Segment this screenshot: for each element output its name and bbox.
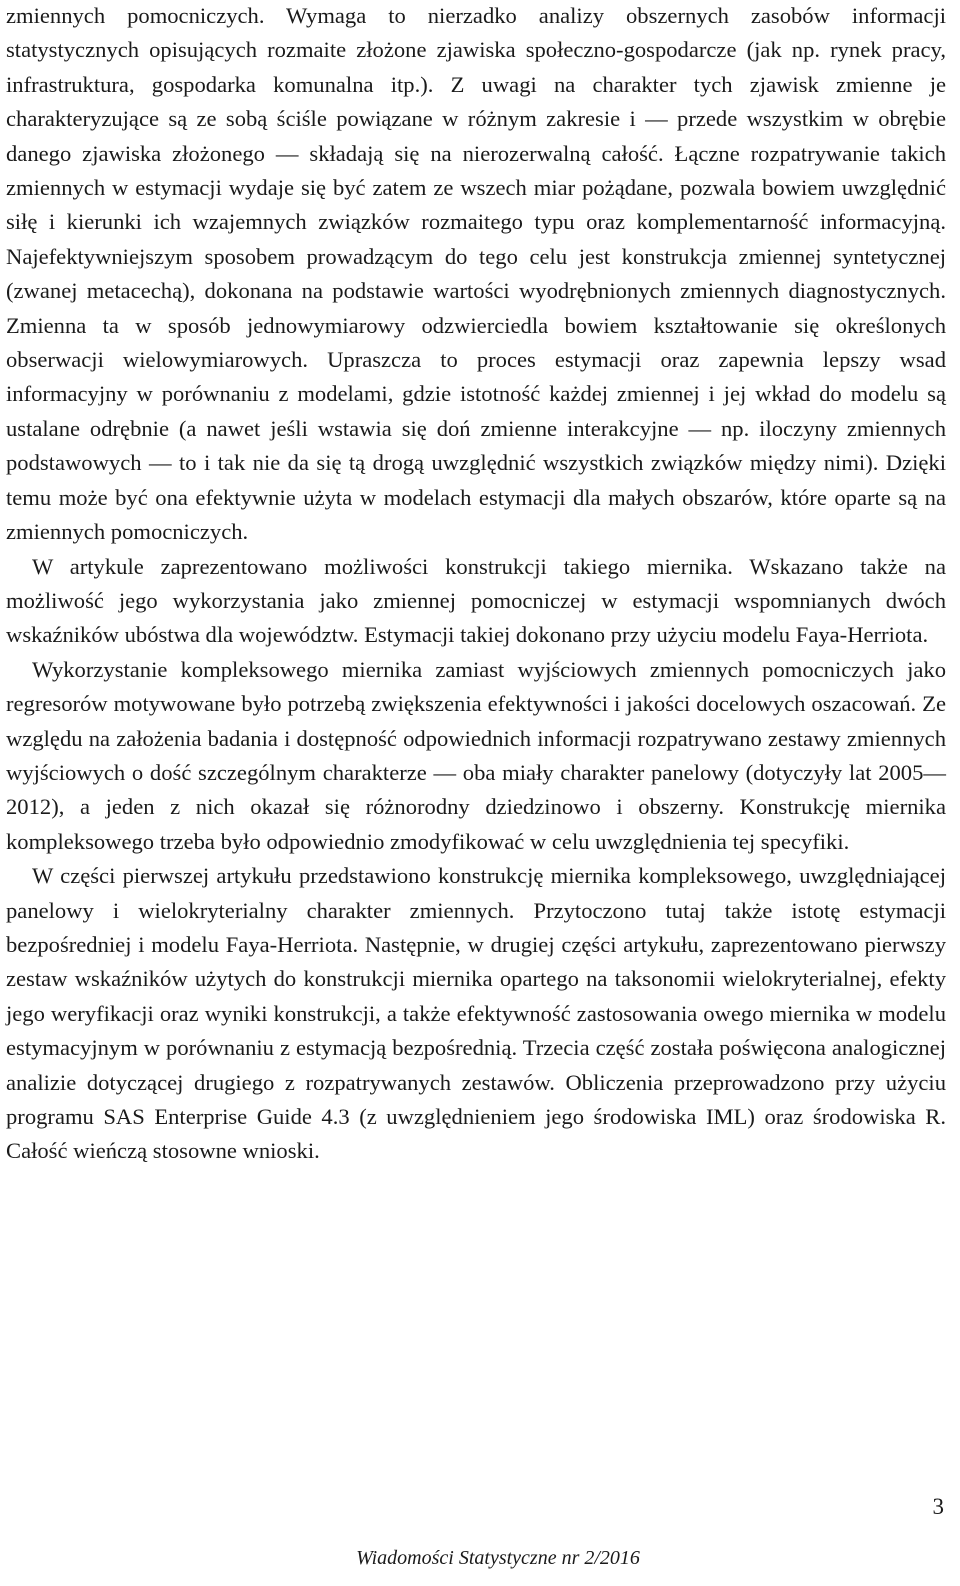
page-number: 3: [932, 1494, 944, 1519]
paragraph-article-structure: W części pierwszej artykułu przedstawiono konstrukcję miernika kompleksowego, uwzględniającej panelowy i wielokryterialny charakter zmiennych. Przytoczono tutaj także istotę estymacji bezpośredniej i modelu Faya-Herriota. Następnie, w drugiej części artykułu, zaprezentowano pierwszy zestaw wskaźników użytych do konstrukcji miernika opartego na taksonomii wielokryterialnej, efekty jego weryfikacji oraz wyniki konstrukcji, a także efektywność zastosowania owego miernika w modelu estymacyjnym w porównaniu z estymacją bezpośrednią. Trzecia część została poświęcona analogicznej analizie dotyczącej drugiego z rozpatrywanych zestawów. Obliczenia przeprowadzono przy użyciu programu SAS Enterprise Guide 4.3 (z uwzględnieniem jego środowiska IML) oraz środowiska R. Całość wieńczą stosowne wnioski.: [6, 863, 946, 1164]
paragraph-composite-measure: Wykorzystanie kompleksowego miernika zamiast wyjściowych zmiennych pomocniczych jako regresorów motywowane było potrzebą zwiększenia efektywności i jakości docelowych oszacowań. Ze względu na założenia badania i dostępność odpowiednich informacji rozpatrywano zestawy zmiennych wyjściowych o dość szczególnym charakterze — oba miały charakter panelowy (dotyczyły lat 2005—2012), a jeden z nich okazał się różnorodny dziedzinowo i obszerny. Konstrukcję miernika kompleksowego trzeba było odpowiednio zmodyfikować w celu uwzględnienia tej specyfiki.: [6, 656, 946, 854]
running-footer: Wiadomości Statystyczne nr 2/2016: [356, 1547, 640, 1569]
document-page: [6, 0, 946, 1169]
paragraph-continuation: zmiennych pomocniczych. Wymaga to nierzadko analizy obszernych zasobów informacji statystycznych opisujących rozmaite złożone zjawiska społeczno-gospodarcze (jak np. rynek pracy, infrastruktura, gospodarka komunalna itp.). Z uwagi na charakter tych zjawisk zmienne je charakteryzujące są ze sobą ściśle powiązane w różnym zakresie i — przede wszystkim w obrębie danego zjawiska złożonego — składają się na nierozerwalną całość. Łączne rozpatrywanie takich zmiennych w estymacji wydaje się być zatem ze wszech miar pożądane, pozwala bowiem uwzględnić siłę i kierunki ich wzajemnych związków rozmaitego typu oraz komplementarność informacyjną. Najefektywniejszym sposobem prowadzącym do tego celu jest konstrukcja zmiennej syntetycznej (zwanej metacechą), dokonana na podstawie wartości wyodrębnionych zmiennych diagnostycznych. Zmienna ta w sposób jednowymiarowy odzwierciedla bowiem kształtowanie się określonych obserwacji wielowymiarowych. Upraszcza to proces estymacji oraz zapewnia lepszy wsad informacyjny w porównaniu z modelami, gdzie istotność każdej zmiennej i jej wkład do modelu są ustalane odrębnie (a nawet jeśli wstawia się doń zmienne interakcyjne — np. iloczyny zmiennych podstawowych — to i tak nie da się tą drogą uwzględnić wszystkich związków między nimi). Dzięki temu może być ona efektywnie użyta w modelach estymacji dla małych obszarów, które oparte są na zmiennych pomocniczych.: [6, 3, 946, 545]
paragraph-article-scope: W artykule zaprezentowano możliwości konstrukcji takiego miernika. Wskazano także na możliwość jego wykorzystania jako zmiennej pomocniczej w estymacji wspomnianych dwóch wskaźników ubóstwa dla województw. Estymacji takiej dokonano przy użyciu modelu Faya-Herriota.: [6, 553, 946, 648]
